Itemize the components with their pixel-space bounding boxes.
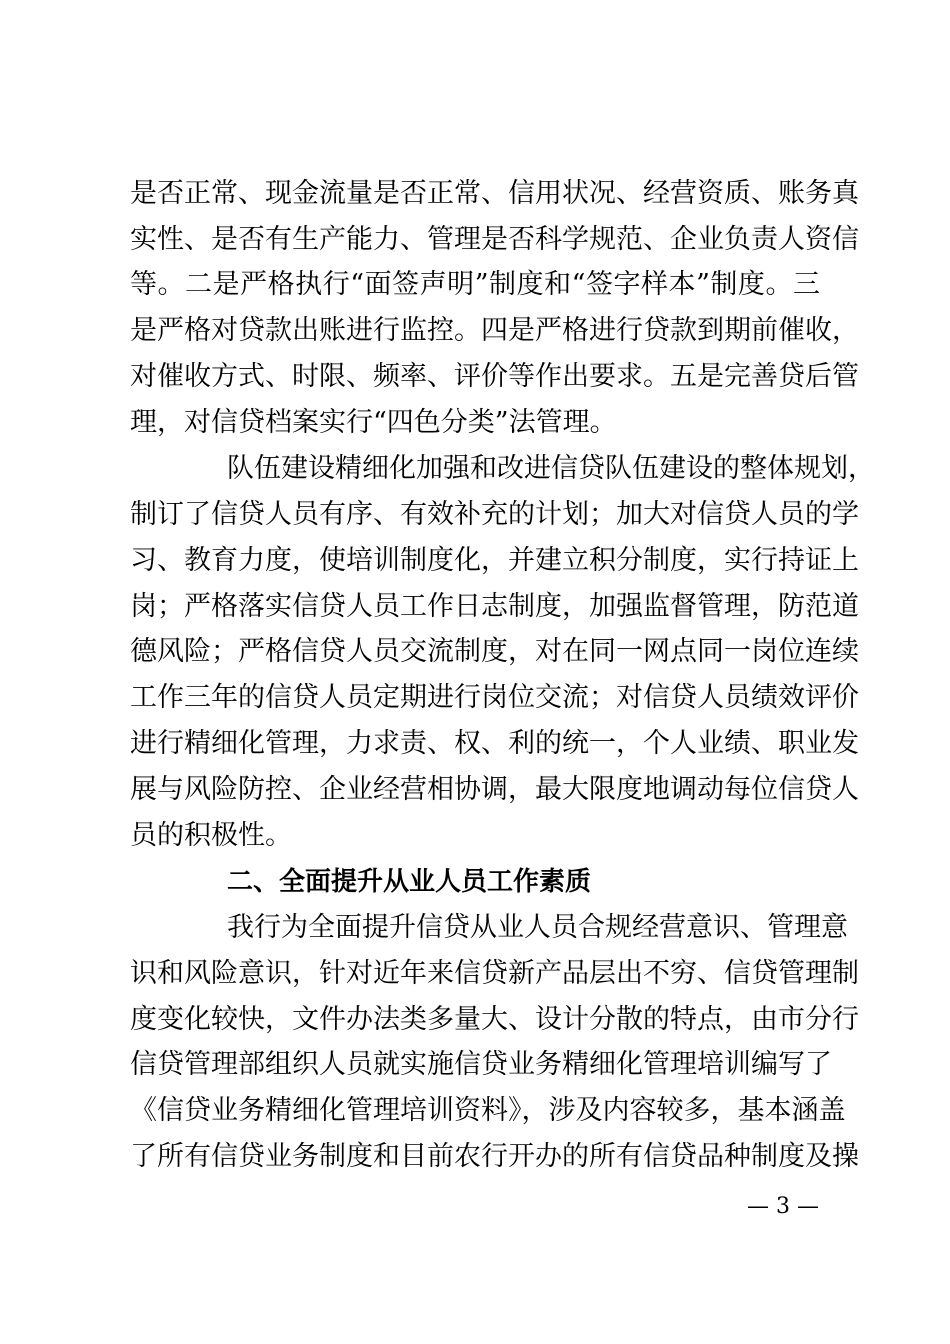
paragraph3-line: 识和风险意识，针对近年来信贷新产品层出不穷、信贷管理制 [130, 958, 859, 989]
page-number: — 3 — [747, 1194, 819, 1219]
paragraph2-line: 进行精细化管理，力求责、权、利的统一，个人业绩、职业发 [130, 728, 859, 759]
paragraph2-line: 工作三年的信贷人员定期进行岗位交流；对信贷人员绩效评价 [130, 682, 859, 713]
paragraph3-line: 度变化较快，文件办法类多量大、设计分散的特点，由市分行 [130, 1004, 859, 1035]
paragraph2-line: 习、教育力度，使培训制度化，并建立积分制度，实行持证上 [130, 545, 859, 576]
paragraph3-line: 我行为全面提升信贷从业人员合规经营意识、管理意 [227, 912, 848, 943]
paragraph1-line: 等。二是严格执行“面签声明”制度和“签字样本”制度。三 [130, 269, 820, 300]
paragraph1-line: 是严格对贷款出账进行监控。四是严格进行贷款到期前催收， [130, 315, 859, 346]
paragraph2-line: 岗；严格落实信贷人员工作日志制度，加强监督管理，防范道 [130, 591, 859, 622]
paragraph1-line: 实性、是否有生产能力、管理是否科学规范、企业负责人资信 [130, 224, 859, 255]
section-heading: 二、全面提升从业人员工作素质 [227, 867, 592, 897]
paragraph2-line: 制订了信贷人员有序、有效补充的计划；加大对信贷人员的学 [130, 499, 859, 530]
paragraph2-line: 展与风险防控、企业经营相协调，最大限度地调动每位信贷人 [130, 774, 859, 805]
paragraph3-line: 《信贷业务精细化管理培训资料》，涉及内容较多，基本涵盖 [130, 1095, 846, 1126]
paragraph1-line: 理，对信贷档案实行“四色分类”法管理。 [130, 407, 617, 438]
paragraph2-line: 队伍建设精细化加强和改进信贷队伍建设的整体规划， [227, 453, 875, 484]
paragraph3-line: 了所有信贷业务制度和目前农行开办的所有信贷品种制度及操 [130, 1141, 859, 1172]
paragraph3-line: 信贷管理部组织人员就实施信贷业务精细化管理培训编写了 [130, 1049, 832, 1080]
paragraph2-line: 员的积极性。 [130, 820, 292, 851]
paragraph2-line: 德风险；严格信贷人员交流制度，对在同一网点同一岗位连续 [130, 636, 859, 667]
paragraph1-line: 对催收方式、时限、频率、评价等作出要求。五是完善贷后管 [130, 361, 859, 392]
paragraph1-line: 是否正常、现金流量是否正常、信用状况、经营资质、账务真 [130, 178, 859, 209]
